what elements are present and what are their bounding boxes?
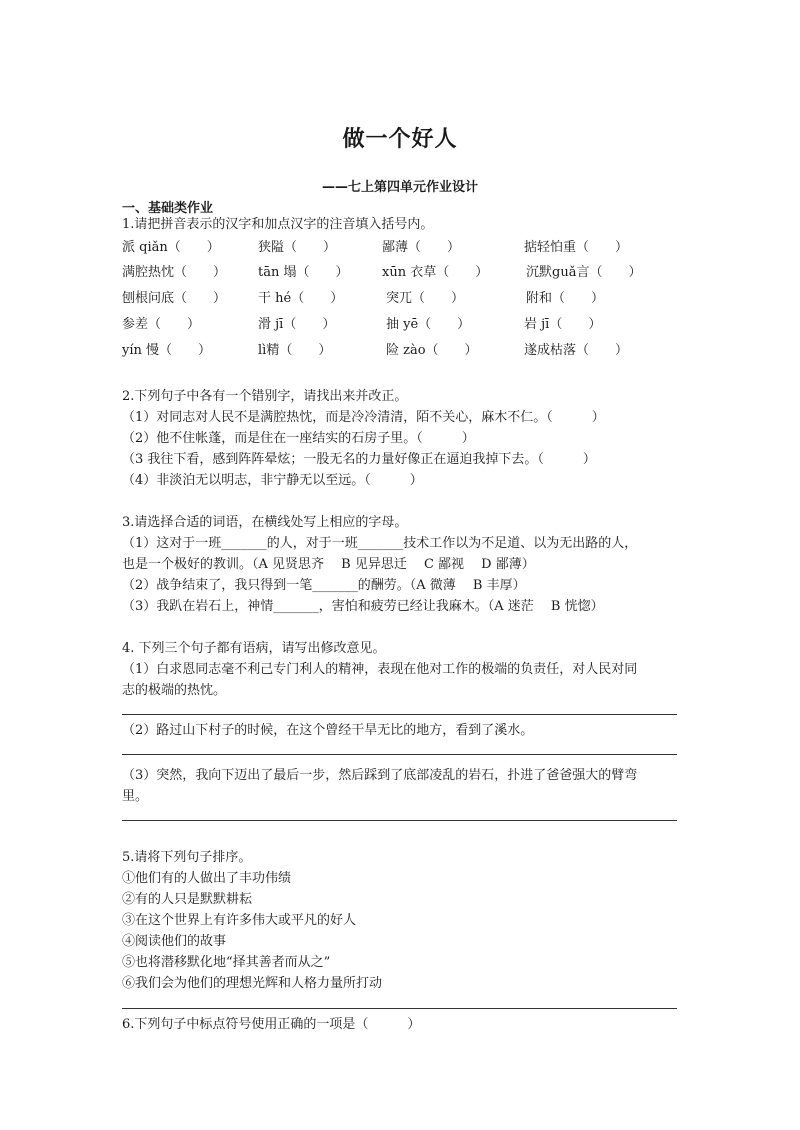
q1-cell: 险 zào（ ）	[386, 343, 478, 358]
q1-cell: 掂轻怕重（ ）	[524, 240, 629, 255]
page-subtitle: ——七上第四单元作业设计	[321, 180, 478, 195]
q4-sentence-1-cont: 志的极端的热忱。	[122, 683, 227, 698]
q5-item: ③在这个世界上有许多伟大或平凡的好人	[122, 913, 357, 928]
q5-item: ⑥我们会为他们的理想光辉和人格力量所打动	[122, 976, 383, 991]
q5-item: ②有的人只是默默耕耘	[122, 892, 253, 907]
q1-cell: 狭隘（ ）	[258, 240, 337, 255]
q1-cell: 参差（ ）	[122, 317, 201, 332]
question-3-prompt: 3.请选择合适的词语，在横线处写上相应的字母。	[122, 515, 408, 530]
q1-cell: 抽 yē（ ）	[386, 317, 471, 332]
q1-cell: 沉默guǎ言（ ）	[526, 265, 642, 280]
q3-item: （1）这对于一班_______的人，对于一班_______技术工作以为不足道、以为无出路的人，	[122, 536, 638, 551]
q1-cell: 刨根问底（ ）	[122, 291, 227, 306]
q1-cell: 突兀（ ）	[386, 291, 465, 306]
answer-line	[122, 1008, 677, 1009]
q5-item: ④阅读他们的故事	[122, 934, 227, 949]
q3-item: （2）战争结束了，我只得到一笔_______的酬劳。（A 微薄 B 丰厚）	[122, 578, 526, 593]
q1-cell: 遂成枯落（ ）	[524, 343, 629, 358]
q1-cell: 派 qiǎn（ ）	[122, 240, 220, 255]
q1-cell: 鄙薄（ ）	[382, 240, 461, 255]
q3-item: （3）我趴在岩石上，神情_______，害怕和疲劳已经让我麻木。（A 迷茫 B 恍惚）	[122, 599, 604, 614]
q4-sentence-2: （2）路过山下村子的时候，在这个曾经干旱无比的地方，看到了溪水。	[122, 723, 534, 738]
q4-sentence-1: （1）白求恩同志毫不利己专门利人的精神，表现在他对工作的极端的负责任，对人民对同	[122, 662, 638, 677]
q4-sentence-3: （3）突然，我向下迈出了最后一步，然后踩到了底部凌乱的岩石，扑进了爸爸强大的臂弯	[122, 768, 638, 783]
question-2-prompt: 2.下列句子中各有一个错别字，请找出来并改正。	[122, 389, 408, 404]
q1-cell: tān 塌（ ）	[258, 265, 349, 280]
q4-sentence-3-cont: 里。	[122, 789, 149, 804]
q1-cell: 岩 jī（ ）	[524, 317, 602, 332]
section-heading: 一、基础类作业	[122, 201, 214, 216]
q2-item: （4）非淡泊无以明志，非宁静无以至远。（ ）	[122, 473, 423, 488]
answer-line	[122, 754, 677, 755]
q1-cell: 附和（ ）	[526, 291, 605, 306]
q1-cell: lì精（ ）	[258, 343, 332, 358]
q3-item: 也是一个极好的教训。（A 见贤思齐 B 见异思迁 C 鄙视 D 鄙薄）	[122, 557, 535, 572]
question-6-prompt: 6.下列句子中标点符号使用正确的一项是（ ）	[122, 1017, 421, 1032]
q1-cell: 满腔热忱（ ）	[122, 265, 227, 280]
question-5-prompt: 5.请将下列句子排序。	[122, 850, 252, 865]
q2-item: （1）对同志对人民不是满腔热忱，而是冷冷清清，陌不关心，麻木不仁。（ ）	[122, 410, 605, 425]
q2-item: （2）他不住帐蓬，而是住在一座结实的石房子里。（ ）	[122, 431, 475, 446]
q5-item: ⑤也将潜移默化地“择其善者而从之”	[122, 955, 331, 970]
answer-line	[122, 714, 677, 715]
q1-cell: 滑 jī（ ）	[258, 317, 336, 332]
q2-item: （3 我往下看，感到阵阵晕炫；一股无名的力量好像正在逼迫我掉下去。（ ）	[122, 452, 596, 467]
answer-line	[122, 820, 677, 821]
q1-cell: yín 慢（ ）	[122, 343, 212, 358]
question-4-prompt: 4. 下列三个句子都有语病，请写出修改意见。	[122, 641, 386, 656]
q1-cell: xūn 衣草（ ）	[382, 265, 489, 280]
page-title: 做一个好人	[342, 127, 458, 152]
question-1-prompt: 1.请把拼音表示的汉字和加点汉字的注音填入括号内。	[122, 217, 434, 232]
q5-item: ①他们有的人做出了丰功伟绩	[122, 871, 292, 886]
q1-cell: 干 hé（ ）	[258, 291, 344, 306]
